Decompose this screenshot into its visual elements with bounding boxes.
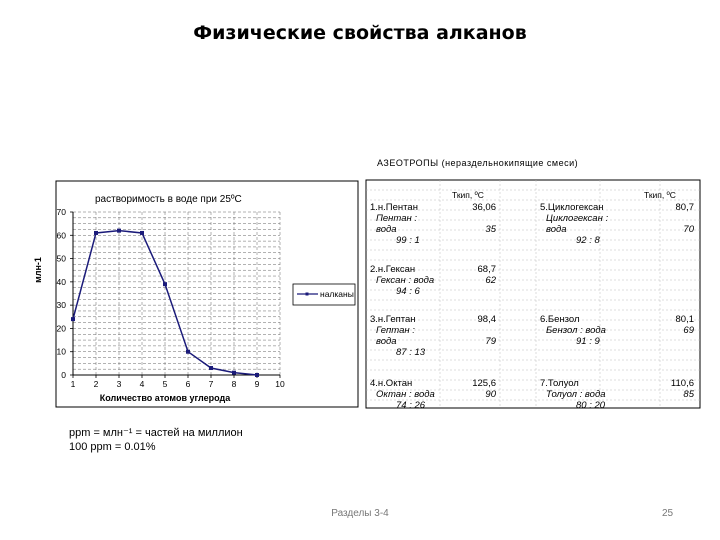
azeotrope-temp: 90: [485, 389, 496, 400]
x-tick-label: 6: [185, 379, 191, 389]
y-tick-label: 10: [56, 346, 66, 357]
y-tick-label: 60: [56, 230, 66, 241]
data-point: [186, 350, 190, 354]
y-tick-label: 50: [56, 253, 66, 264]
x-tick-label: 9: [254, 379, 260, 389]
boiling-point: 36,06: [472, 202, 496, 213]
mixture-label: Бензол : вода: [546, 325, 606, 336]
mixture-ratio: 87 : 13: [396, 347, 426, 358]
x-tick-label: 4: [139, 379, 145, 389]
boiling-point: 68,7: [477, 264, 496, 275]
boiling-point: 110,6: [670, 378, 694, 389]
y-axis-label: млн-1: [33, 257, 43, 283]
boiling-point: 80,1: [675, 314, 694, 325]
mixture-ratio: 91 : 9: [576, 336, 600, 347]
mixture-label: вода: [546, 224, 567, 235]
mixture-ratio: 99 : 1: [396, 235, 420, 246]
boiling-point: 125,6: [472, 378, 496, 389]
slide-title: Физические свойства алканов: [193, 22, 527, 44]
data-point: [209, 366, 213, 370]
mixture-ratio: 94 : 6: [396, 286, 420, 297]
azeotrope-temp: 70: [683, 224, 694, 235]
boiling-point: 98,4: [477, 314, 496, 325]
mixture-label: Толуол : вода: [546, 389, 606, 400]
mixture-label: вода: [376, 224, 397, 235]
data-point: [140, 231, 144, 235]
compound-name: 5.Циклогексан: [540, 202, 604, 213]
footer-text: Разделы 3-4: [331, 508, 389, 519]
y-tick-label: 30: [56, 300, 66, 311]
mixture-label: Циклогексан :: [546, 213, 609, 224]
compound-name: 7.Толуол: [540, 378, 579, 389]
azeotrope-temp: 69: [683, 325, 694, 336]
y-tick-label: 40: [56, 276, 66, 287]
x-tick-label: 5: [162, 379, 168, 389]
data-point: [71, 317, 75, 321]
compound-name: 1.н.Пентан: [370, 202, 418, 213]
mixture-ratio: 74 : 26: [396, 400, 426, 411]
mixture-label: Пентан :: [376, 213, 417, 224]
page-number: 25: [662, 508, 674, 519]
legend-marker: [306, 293, 309, 296]
compound-name: 2.н.Гексан: [370, 264, 416, 275]
compound-name: 4.н.Октан: [370, 378, 413, 389]
mixture-label: вода: [376, 336, 397, 347]
x-tick-label: 10: [275, 379, 285, 389]
y-tick-label: 0: [61, 370, 66, 380]
mixture-ratio: 80 : 20: [576, 400, 606, 411]
mixture-label: Октан : вода: [376, 389, 435, 400]
boiling-point: 80,7: [675, 202, 694, 213]
compound-name: 3.н.Гептан: [370, 314, 416, 325]
ppm-note: ppm = млн⁻¹ = частей на миллион: [69, 427, 243, 439]
azeotrope-temp: 62: [485, 275, 496, 286]
mixture-ratio: 92 : 8: [576, 235, 600, 246]
header-boiling-point: Ткип, ºС: [644, 190, 676, 200]
azeotrope-temp: 79: [485, 336, 496, 347]
data-point: [232, 371, 236, 375]
data-point: [94, 231, 98, 235]
azeotrope-temp: 35: [485, 224, 496, 235]
percent-note: 100 ppm = 0.01%: [69, 441, 156, 453]
mixture-label: Гексан : вода: [376, 275, 435, 286]
data-point: [163, 282, 167, 286]
x-tick-label: 8: [231, 379, 237, 389]
azeotrope-temp: 85: [683, 389, 694, 400]
x-axis-label: Количество атомов углерода: [99, 393, 231, 403]
x-tick-label: 1: [70, 379, 76, 389]
chart-title: растворимость в воде при 25ºС: [95, 194, 242, 205]
y-tick-label: 20: [56, 323, 66, 334]
y-tick-label: 70: [56, 207, 66, 217]
header-boiling-point: Ткип, ºС: [452, 190, 484, 200]
x-tick-label: 7: [208, 379, 214, 389]
x-tick-label: 3: [116, 379, 122, 389]
legend-label: налканы: [320, 289, 354, 299]
data-point: [255, 373, 259, 377]
mixture-label: Гептан :: [376, 325, 415, 336]
x-tick-label: 2: [93, 379, 99, 389]
compound-name: 6.Бензол: [540, 314, 580, 325]
azeotropes-title: АЗЕОТРОПЫ (нераздельнокипящие смеси): [377, 158, 579, 168]
data-point: [117, 229, 121, 233]
